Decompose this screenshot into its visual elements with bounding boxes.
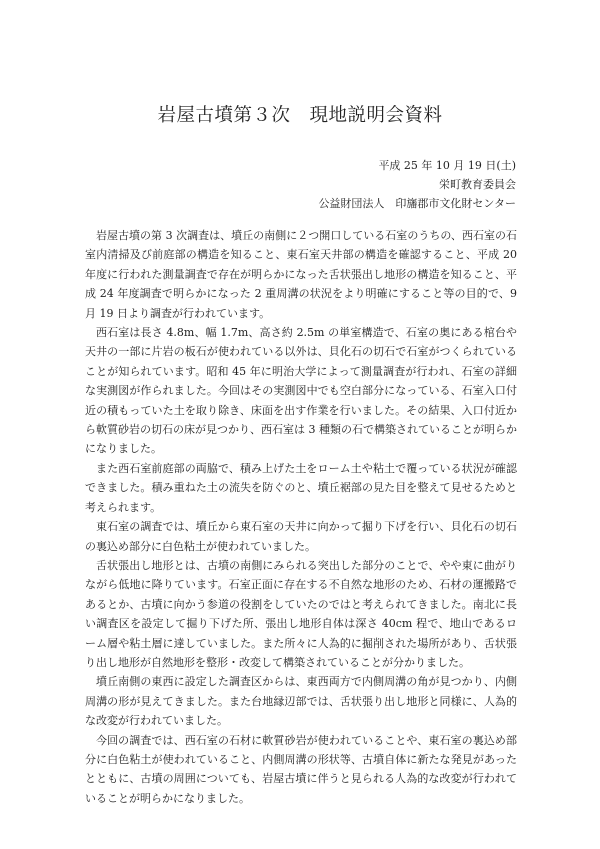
foundation-name: 公益財団法人 印旛郡市文化財センター [318, 197, 516, 210]
paragraph: 舌状張出し地形とは、古墳の南側にみられる突出した部分のことで、やや東に曲がりながら低地に降りています。石室正面に存在する不自然な地形のため、石材の運搬路であるとか、古墳に向かう参道の役割をしていたのではと考えられてきました。南北に長い調査区を設定して掘り下げた所、張出し地形自体は深さ 40cm 程で、地山であるローム層や粘土層に達していました。また所々に人為的に掘削された場所があり、舌状張り出し地形が自然地形を整形・改変して構築されていることが分かりました。 [85, 558, 517, 669]
paragraph: 岩屋古墳の第 3 次調査は、墳丘の南側に２つ開口している石室のうちの、西石室の石室内清掃及び前庭部の構造を知ること、東石室天井部の構造を確認すること、平成 20 年度に行われた測量調査で存在が明らかになった舌状張出し地形の構造を知ること、平成 24 年度調査で明らかになった 2 重周溝の状況をより明確にすること等の目的で、9 月 19 日より調査が行われています。 [85, 229, 517, 320]
paragraph: 墳丘南側の東西に設定した調査区からは、東西両方で内側周溝の角が見つかり、内側周溝の形が見えてきました。また台地縁辺部では、舌状張り出し地形と同様に、人為的な改変が行われていました。 [85, 675, 517, 728]
paragraph: 今回の調査では、西石室の石材に軟質砂岩が使われていることや、東石室の裏込め部分に白色粘土が使われていること、内側周溝の形状等、古墳自体に新たな発見があったとともに、古墳の周囲についても、岩屋古墳に伴うと見られる人為的な改変が行われていることが明らかになりました。 [85, 733, 517, 805]
document-date: 平成 25 年 10 月 19 日(土) [378, 159, 516, 172]
organizer-name: 栄町教育委員会 [439, 178, 516, 191]
paragraph: また西石室前庭部の両脇で、積み上げた土をローム土や粘土で覆っている状況が確認できました。積み重ねた土の流失を防ぐのと、墳丘裾部の見た目を整えて見せるためと考えられます。 [85, 461, 517, 514]
document-body [85, 226, 517, 808]
document-meta [318, 156, 516, 213]
page-title: 岩屋古墳第３次 現地説明会資料 [157, 105, 443, 126]
paragraph: 東石室の調査では、墳丘から東石室の天井に向かって掘り下げを行い、貝化石の切石の裏込め部分に白色粘土が使われていました。 [85, 520, 517, 553]
paragraph: 西石室は長さ 4.8m、幅 1.7m、高さ約 2.5m の単室構造で、石室の奥にある棺台や天井の一部に片岩の板石が使われている以外は、貝化石の切石で石室がつくられていることが知られています。昭和 45 年に明治大学によって測量調査が行われ、石室の詳細な実測図が作られました。今回はその実測図中でも空白部分になっている、石室入口付近の積もっていた土を取り除き、床面を出す作業を行いました。その結果、入口付近から軟質砂岩の切石の床が見つかり、西石室は 3 種類の石で構築されていることが明らかになりました。 [85, 326, 517, 456]
